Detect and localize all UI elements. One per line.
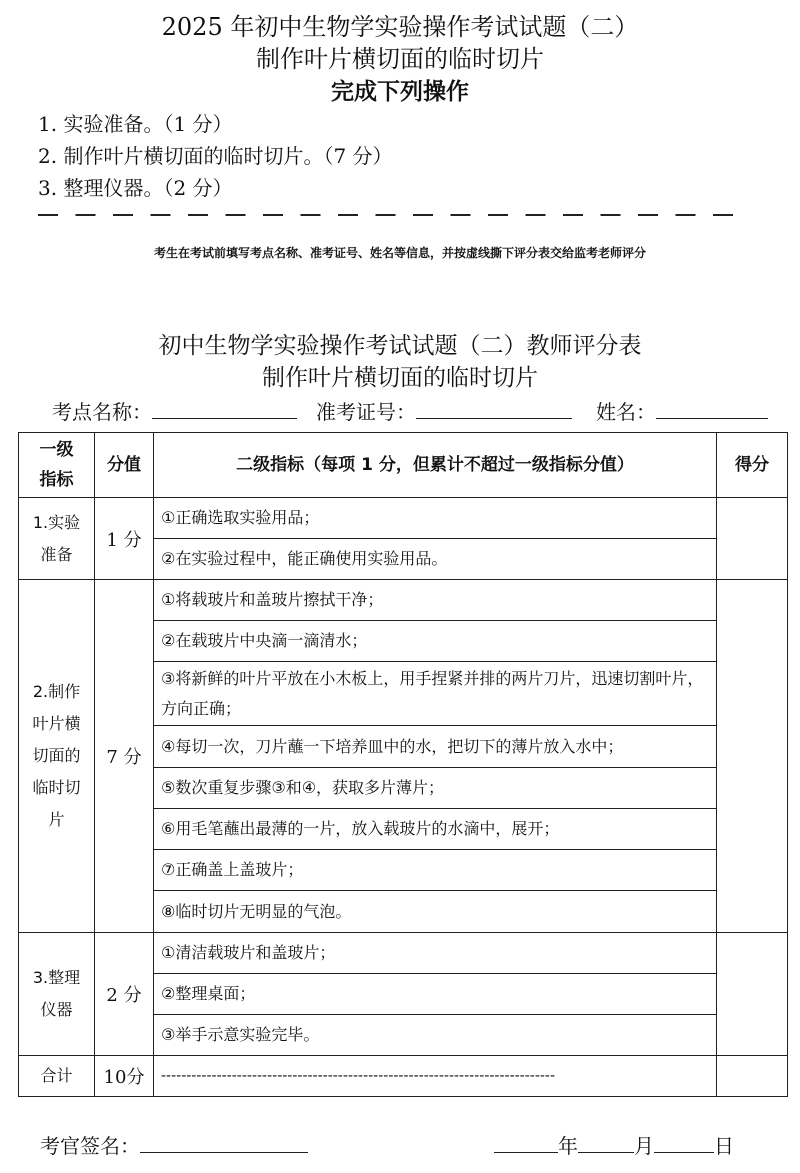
value-cell: 2 分: [95, 933, 154, 1056]
operations-heading: 完成下列操作: [331, 79, 469, 105]
header-value: 分值: [95, 433, 154, 498]
criterion-cell: ④每切一次，刀片蘸一下培养皿中的水，把切下的薄片放入水中；: [154, 726, 717, 768]
criterion-cell: ③举手示意实验完毕。: [154, 1015, 717, 1056]
score-input-cell[interactable]: [717, 933, 788, 1056]
score-input-cell[interactable]: [717, 498, 788, 580]
student-name-label: 姓名：: [596, 400, 656, 424]
year-label: 年: [558, 1134, 578, 1158]
month-blank[interactable]: [578, 1130, 634, 1153]
level1-cell: 3.整理 仪器: [19, 933, 95, 1056]
header-level2: 二级指标（每项 1 分，但累计不超过一级指标分值）: [154, 433, 717, 498]
criterion-cell: ①清洁载玻片和盖玻片；: [154, 933, 717, 974]
exam-id-field: [316, 396, 572, 426]
table-row: [19, 933, 788, 974]
criterion-cell: ②在实验过程中，能正确使用实验用品。: [154, 539, 717, 580]
date-field: [494, 1130, 734, 1161]
day-blank[interactable]: [654, 1130, 714, 1153]
header-score: 得分: [717, 433, 788, 498]
criterion-cell: ⑦正确盖上盖玻片；: [154, 850, 717, 891]
criterion-cell: ①将载玻片和盖玻片擦拭干净；: [154, 580, 717, 621]
instruction-note: 考生在考试前填写考点名称、准考证号、姓名等信息，并按虚线撕下评分表交给监考老师评分: [153, 246, 646, 260]
exam-site-field: [52, 396, 297, 426]
score-sheet-title: 初中生物学实验操作考试试题（二）教师评分表: [158, 333, 642, 359]
student-name-field: [596, 396, 768, 426]
header-level1: 一级 指标: [19, 433, 95, 498]
score-sheet-subtitle: 制作叶片横切面的临时切片: [262, 365, 538, 391]
tear-off-dashed-line: [38, 214, 750, 216]
value-cell: 7 分: [95, 580, 154, 933]
level1-cell: 1.实验 准备: [19, 498, 95, 580]
criterion-cell: ⑥用毛笔蘸出最薄的一片，放入载玻片的水滴中，展开；: [154, 809, 717, 850]
table-header-row: [19, 433, 788, 498]
score-input-cell[interactable]: [717, 580, 788, 933]
score-table: [18, 432, 788, 1097]
total-dashes: ------------------------------------------------------------------------------: [154, 1056, 717, 1097]
total-score-cell[interactable]: [717, 1056, 788, 1097]
day-label: 日: [714, 1134, 734, 1158]
total-row: [19, 1056, 788, 1097]
total-label: 合计: [19, 1056, 95, 1097]
exam-subtitle: 制作叶片横切面的临时切片: [256, 45, 544, 73]
criterion-cell: ③将新鲜的叶片平放在小木板上，用手捏紧并排的两片刀片，迅速切割叶片，方向正确；: [154, 662, 717, 726]
operation-item: 1. 实验准备。（1 分）: [38, 112, 233, 136]
exam-id-blank[interactable]: [416, 396, 572, 419]
year-blank[interactable]: [494, 1130, 558, 1153]
value-cell: 1 分: [95, 498, 154, 580]
exam-site-label: 考点名称：: [52, 400, 152, 424]
exam-site-blank[interactable]: [152, 396, 297, 419]
criterion-cell: ②在载玻片中央滴一滴清水；: [154, 621, 717, 662]
criterion-cell: ②整理桌面；: [154, 974, 717, 1015]
criterion-cell: ⑧临时切片无明显的气泡。: [154, 891, 717, 933]
table-row: [19, 498, 788, 539]
operation-item: 2. 制作叶片横切面的临时切片。（7 分）: [38, 144, 393, 168]
total-value: 10分: [95, 1056, 154, 1097]
criterion-cell: ⑤数次重复步骤③和④，获取多片薄片；: [154, 768, 717, 809]
signature-blank[interactable]: [140, 1130, 308, 1153]
level1-cell: 2.制作 叶片横 切面的 临时切 片: [19, 580, 95, 933]
signature-label: 考官签名：: [40, 1134, 140, 1158]
examiner-signature-field: [40, 1130, 308, 1161]
exam-id-label: 准考证号：: [316, 400, 416, 424]
operation-item: 3. 整理仪器。（2 分）: [38, 176, 233, 200]
month-label: 月: [634, 1134, 654, 1158]
table-row: [19, 580, 788, 621]
student-name-blank[interactable]: [656, 396, 768, 419]
exam-title: 2025 年初中生物学实验操作考试试题（二）: [161, 13, 639, 41]
criterion-cell: ①正确选取实验用品；: [154, 498, 717, 539]
